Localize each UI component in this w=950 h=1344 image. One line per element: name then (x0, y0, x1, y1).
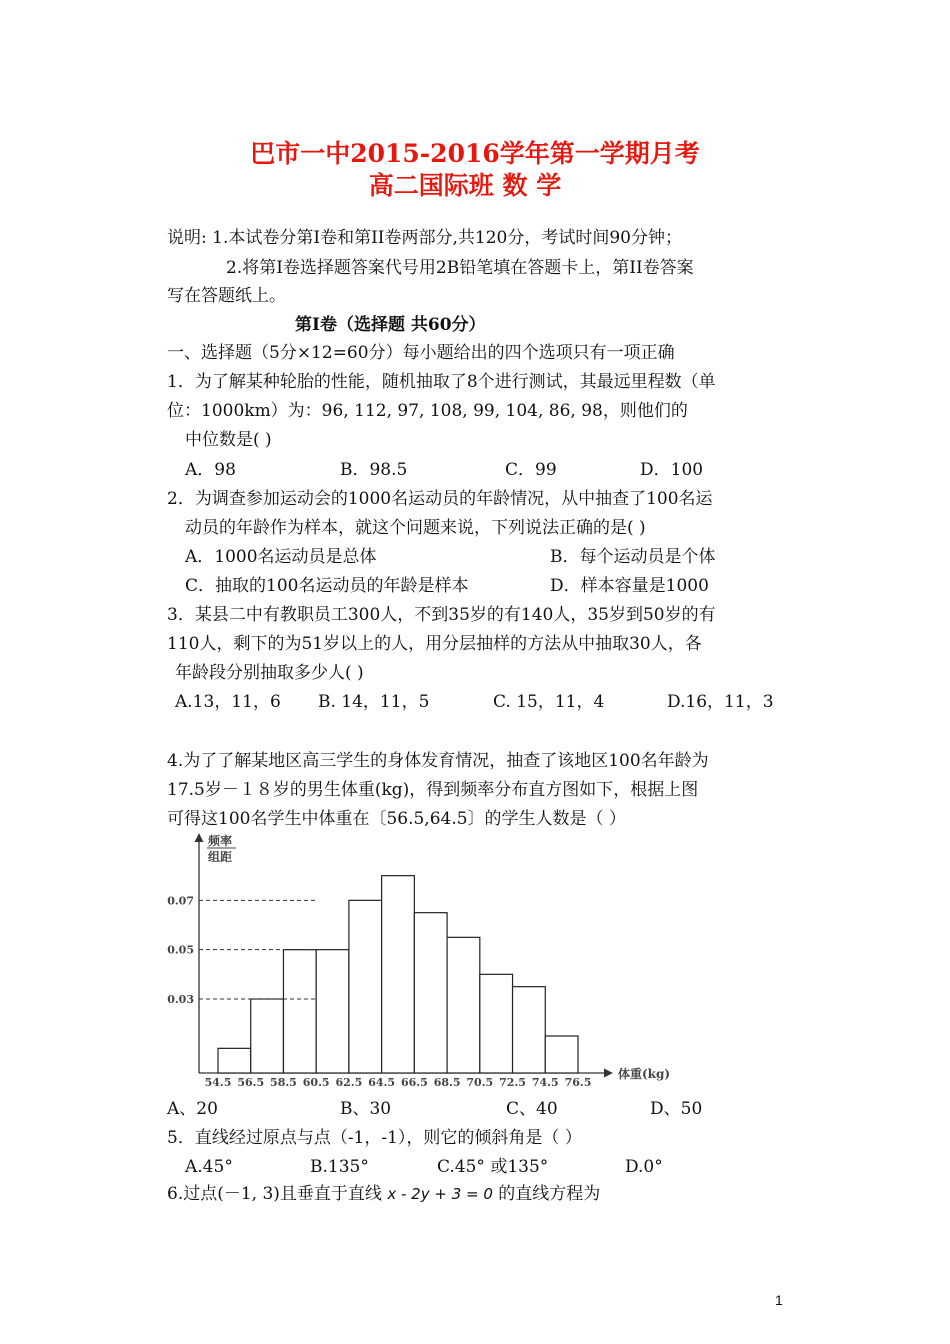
section-title: 第Ⅰ卷（选择题 共60分） (295, 315, 486, 335)
question-2-line-1: 2．为调查参加运动会的1000名运动员的年龄情况，从中抽查了100名运 (167, 489, 713, 509)
histogram-bar (414, 913, 447, 1073)
question-5-line-1: 5．直线经过原点与点（-1，-1），则它的倾斜角是（ ） (167, 1128, 582, 1148)
x-tick-label: 64.5 (368, 1076, 396, 1089)
question-2-option-a: A．1000名运动员是总体 (185, 547, 377, 567)
histogram-bar (218, 1048, 251, 1073)
question-6-text-start: 6.过点(－1, 3)且垂直于直线 (167, 1184, 382, 1204)
x-tick-label: 70.5 (466, 1076, 494, 1089)
question-1-option-d: D．100 (640, 460, 704, 480)
question-5-option-d: D.0° (625, 1157, 663, 1177)
question-4-option-c: C、40 (506, 1099, 558, 1119)
y-axis-label-bottom: 组距 (208, 850, 233, 864)
question-1-option-a: A．98 (185, 460, 236, 480)
x-tick-label: 62.5 (335, 1076, 363, 1089)
question-3-option-d: D.16，11，3 (667, 692, 774, 712)
question-3-line-3: 年龄段分别抽取多少人( ) (175, 663, 364, 683)
question-2-option-c: C．抽取的100名运动员的年龄是样本 (185, 576, 469, 596)
question-4-line-2: 17.5岁－１８岁的男生体重(kg)，得到频率分布直方图如下，根据上图 (167, 780, 699, 800)
histogram-bar (447, 937, 480, 1073)
question-2-line-2: 动员的年龄作为样本，就这个问题来说，下列说法正确的是( ) (185, 518, 646, 538)
x-tick-label: 76.5 (564, 1076, 592, 1089)
y-tick-label: 0.05 (167, 943, 194, 957)
question-2-option-b: B．每个运动员是个体 (550, 547, 716, 567)
instruction-line-3: 写在答题纸上。 (167, 286, 286, 306)
x-tick-label: 68.5 (433, 1076, 461, 1089)
x-tick-label: 54.5 (204, 1076, 232, 1089)
question-3-option-b: B. 14，11，5 (318, 692, 430, 712)
y-tick-label: 0.03 (167, 993, 194, 1006)
question-1-line-3: 中位数是( ) (185, 430, 272, 450)
question-5-option-c: C.45° 或135° (437, 1157, 549, 1177)
question-3-line-2: 110人，剩下的为51岁以上的人，用分层抽样的方法从中抽取30人，各 (167, 634, 702, 654)
histogram-bar (283, 950, 316, 1073)
question-4-option-a: A、20 (167, 1099, 218, 1119)
question-3-option-a: A.13，11，6 (175, 692, 281, 712)
x-tick-label: 74.5 (531, 1076, 559, 1089)
question-1-line-1: 1．为了解某种轮胎的性能，随机抽取了8个进行测试，其最远里程数（单 (167, 372, 716, 392)
question-5-option-b: B.135° (310, 1157, 369, 1177)
question-6-equation: x - 2y + 3 = 0 (387, 1185, 493, 1203)
x-tick-label: 72.5 (499, 1076, 526, 1089)
question-4-option-b: B、30 (340, 1099, 392, 1119)
instruction-line-1: 说明: 1.本试卷分第Ⅰ卷和第II卷两部分,共120分，考试时间90分钟； (167, 228, 682, 248)
instruction-line-2: 2.将第Ⅰ卷选择题答案代号用2B铅笔填在答题卡上，第II卷答案 (226, 258, 694, 278)
question-6-line-1 (167, 1183, 600, 1205)
page-title: 巴市一中2015-2016学年第一学期月考 (250, 139, 700, 168)
question-4-line-3: 可得这100名学生中体重在〔56.5,64.5〕的学生人数是（ ） (167, 809, 626, 829)
histogram-bar (382, 876, 415, 1073)
x-axis-label: 体重(kg) (618, 1067, 671, 1081)
histogram-bar (513, 987, 546, 1073)
question-6-text-end: 的直线方程为 (498, 1184, 601, 1204)
histogram-chart (160, 828, 680, 1093)
histogram-bar (251, 999, 284, 1073)
histogram-bar (480, 974, 513, 1073)
question-1-option-b: B．98.5 (340, 460, 408, 480)
x-tick-label: 60.5 (302, 1076, 330, 1089)
question-3-option-c: C. 15，11，4 (493, 692, 605, 712)
histogram-bar (545, 1036, 578, 1073)
question-2-option-d: D．样本容量是1000 (550, 576, 709, 596)
part-heading: 一、选择题（5分×12=60分）每小题给出的四个选项只有一项正确 (167, 343, 675, 363)
histogram-bar (316, 950, 349, 1073)
x-tick-label: 58.5 (270, 1076, 297, 1089)
page-subtitle: 高二国际班 数 学 (368, 171, 562, 200)
question-1-line-2: 位：1000km）为：96, 112, 97, 108, 99, 104, 86, 98，则他们的 (167, 401, 688, 421)
question-5-option-a: A.45° (185, 1157, 233, 1177)
x-tick-label: 56.5 (237, 1076, 265, 1089)
y-tick-label: 0.07 (167, 894, 194, 908)
question-1-option-c: C．99 (505, 460, 557, 480)
x-tick-label: 66.5 (400, 1076, 428, 1089)
question-4-option-d: D、50 (650, 1099, 703, 1119)
page-number: 1 (775, 1292, 783, 1308)
y-axis-label-top: 频率 (208, 834, 233, 848)
histogram-bar (349, 900, 382, 1073)
question-3-line-1: 3．某县二中有教职员工300人，不到35岁的有140人，35岁到50岁的有 (167, 605, 716, 625)
question-4-line-1: 4.为了了解某地区高三学生的身体发育情况，抽查了该地区100名年龄为 (167, 751, 709, 771)
